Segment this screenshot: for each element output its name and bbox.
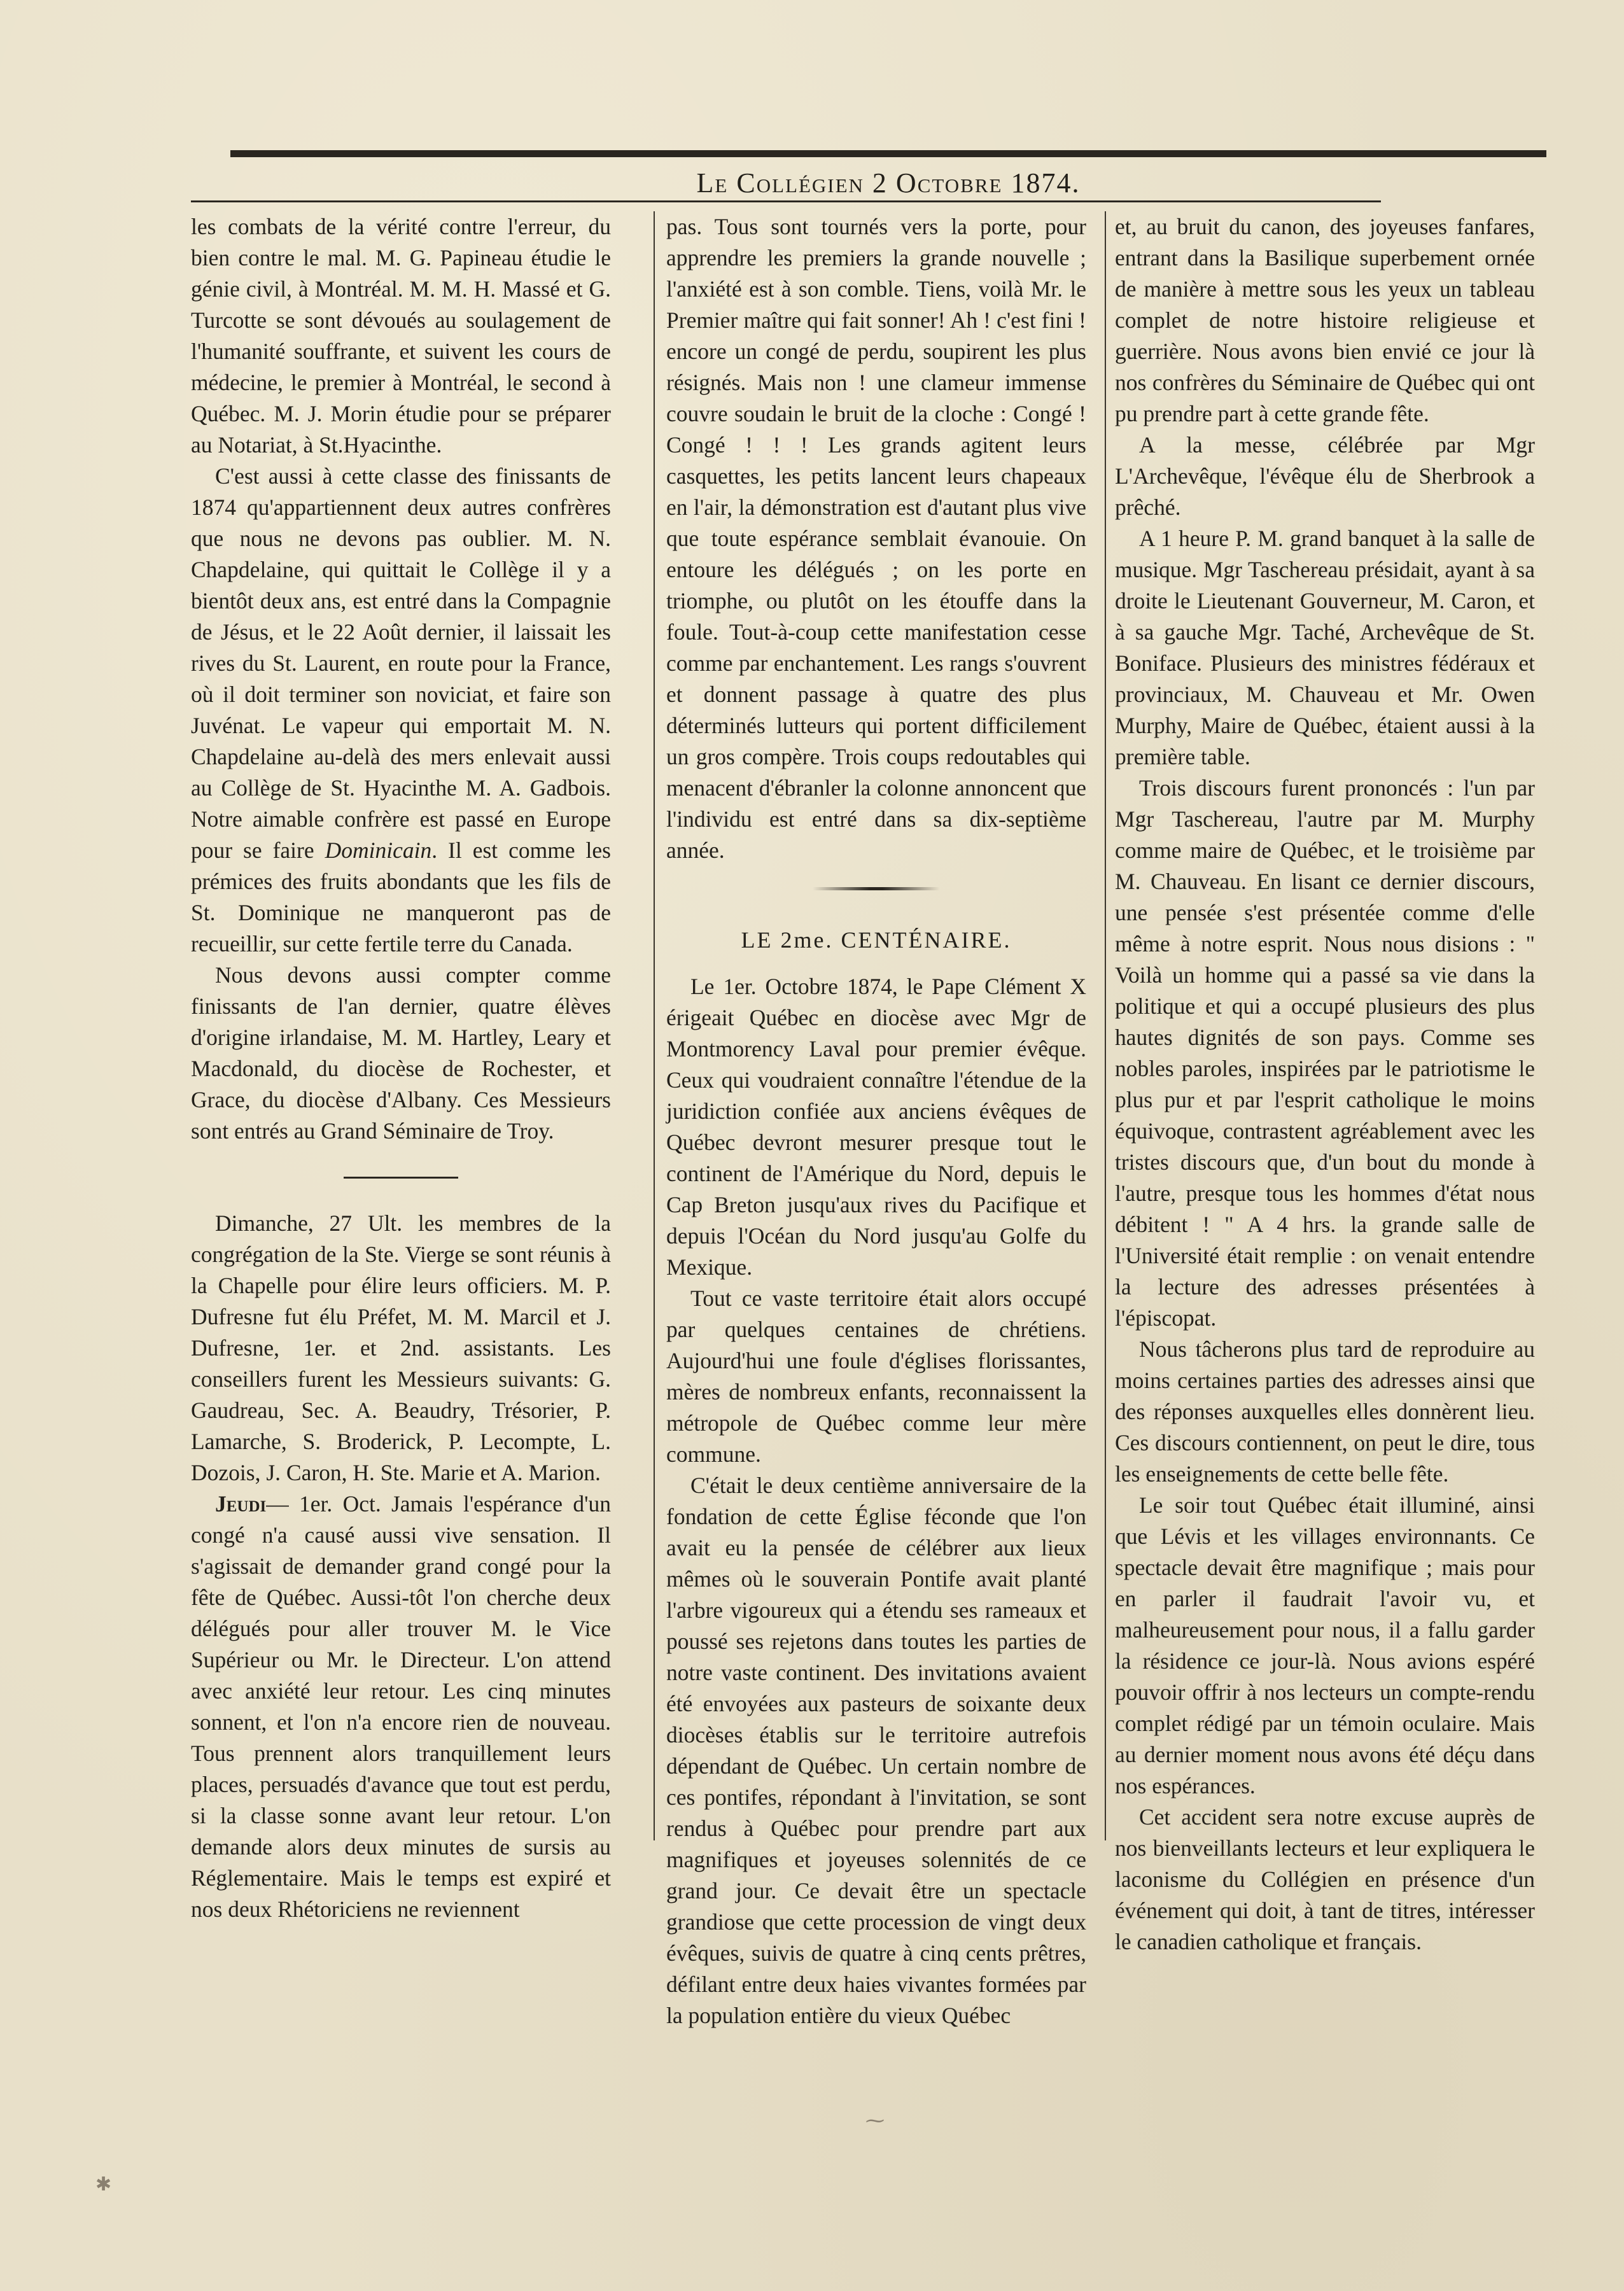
header-thin-rule (191, 200, 1381, 202)
column-divider-2 (1105, 211, 1106, 1840)
paragraph: C'était le deux centième anniversaire de la fondation de cette Église féconde que l'on avait eu la pensée de célébrer aux lieux mêmes où le souverain Pontife avait planté l'arbre vigoureux qui a étendu ses rameaux et poussé ses rejetons dans toutes les parties de notre vaste continent. Des invitations avaient été envoyées aux pasteurs de soixante deux diocèses établis sur le territoire autrefois dépendant de Québec. Un certain nombre de ces pontifes, répondant à l'invitation, se sont rendus à Québec pour prendre part aux magnifiques et joyeuses solennités de ce grand jour. Ce devait être un spectacle grandiose que cette procession de vingt deux évêques, suivis de quatre à cinq cents prêtres, défilant entre deux haies vivantes formées par la population entière du vieux Québec (666, 1473, 1086, 2028)
paragraph: pas. Tous sont tournés vers la porte, pour apprendre les premiers la grande nouvelle ; l'anxiété est à son comble. Tiens, voilà Mr. le Premier maître qui fait sonner! Ah ! c'est fini ! encore un congé de perdu, soupirent les plus résignés. Mais non ! une clameur immense couvre soudain le bruit de la cloche : Congé ! Congé ! ! ! Les grands agitent leurs casquettes, les petits lancent leurs chapeaux en l'air, la démonstration est d'autant plus vive que toute espérance semblait évanouie. On entoure les délégués ; on les porte en triomphe, ou plutôt on les étouffe dans la foule. Tout-à-coup cette manifestation cesse comme par enchantement. Les rangs s'ouvrent et donnent passage à quatre des plus déterminés lutteurs qui portent difficilement un gros compère. Trois coups redoutables qui menacent d'ébranler la colonne annoncent que l'individu est entré dans sa dix-septième année. (666, 214, 1086, 863)
paper-speck: ✱ (95, 2173, 112, 2196)
text-run: . Il est comme les prémices des fruits abondants que les fils de St. Dominique ne manqueront pas de recueillir, sur cette fertile terre du Canada. (191, 837, 611, 956)
column-3 (1115, 211, 1535, 1958)
ornamental-separator (666, 866, 1086, 911)
separator-ornament (813, 887, 940, 890)
paragraph: Cet accident sera notre excuse auprès de nos bienveillants lecteurs et leur expliquera le laconisme du Collégien en présence d'un événement qui doit, à tant de titres, intéresser le canadien catholique et français. (1115, 1804, 1535, 1954)
paragraph: Dimanche, 27 Ult. les membres de la congrégation de la Ste. Vierge se sont réunis à la Chapelle pour élire leurs officiers. M. P. Dufresne fut élu Préfet, M. M. Marcil et J. Dufresne, 1er. et 2nd. assistants. Les conseillers furent les Messieurs suivants: G. Gaudreau, Sec. A. Beaudry, Trésorier, P. Lamarche, S. Broderick, P. Lecompte, L. Dozois, J. Caron, H. Ste. Marie et A. Marion. (191, 1210, 611, 1485)
paragraph: Nous tâcherons plus tard de reproduire au moins certaines parties des adresses ainsi que des réponses auxquelles elles donnèrent lieu. Ces discours contiennent, on peut le dire, tous les enseignements de cette belle fête. (1115, 1336, 1535, 1487)
paragraph: A la messe, célébrée par Mgr L'Archevêque, l'évêque élu de Sherbrook a prêché. (1115, 432, 1535, 520)
paragraph: les combats de la vérité contre l'erreur, du bien contre le mal. M. G. Papineau étudie le génie civil, à Montréal. M. M. H. Massé et G. Turcotte se sont dévoués au soulagement de l'humanité souffrante, et suivent les cours de médecine, le premier à Montréal, le second à Québec. M. J. Morin étudie pour se préparer au Notariat, à St.Hyacinthe. (191, 214, 611, 458)
separator-rule (344, 1177, 458, 1179)
paragraph: Le 1er. Octobre 1874, le Pape Clément X érigeait Québec en diocèse avec Mgr de Montmorency Laval pour premier évêque. Ceux qui voudraient connaître l'étendue de la juridiction confiée aux anciens évêques de Québec devront mesurer presque tout le continent de l'Amérique du Nord, depuis le Cap Breton jusqu'aux rives du Pacifique et depuis l'Océan du Nord jusqu'au Golfe du Mexique. (666, 974, 1086, 1280)
paragraph (191, 1489, 611, 1925)
column-divider-1 (654, 211, 655, 1840)
section-heading: LE 2me. CENTÉNAIRE. (741, 927, 1012, 953)
paper-speck: ⁓ (865, 2110, 885, 2132)
paragraph: Nous devons aussi compter comme finissants de l'an dernier, quatre élèves d'origine irlandaise, M. M. Hartley, Leary et Macdonald, du diocèse de Rochester, et Grace, du diocèse d'Albany. Ces Messieurs sont entrés au Grand Séminaire de Troy. (191, 962, 611, 1144)
paragraph: Le soir tout Québec était illuminé, ainsi que Lévis et les villages environnants. Ce spectacle devait être magnifique ; mais pour en parler il faudrait l'avoir vu, et malheureusement pour nous, il a fallu garder la résidence ce jour-là. Nous avions espéré pouvoir offrir à nos lecteurs un compte-rendu complet rédigé par un témoin oculaire. Mais au dernier moment nous avons été déçu dans nos espérances. (1115, 1492, 1535, 1798)
column-1 (191, 211, 611, 1925)
text-run: C'est aussi à cette classe des finissants de 1874 qu'appartiennent deux autres confrères que nous ne devons pas oublier. M. N. Chapdelaine, qui quittait le Collège il y a bientôt deux ans, est entré dans la Compagnie de Jésus, et le 22 Août dernier, il laissait les rives du St. Laurent, en route pour la France, où il doit terminer son noviciat, et faire son Juvénat. Le vapeur qui emportait M. N. Chapdelaine au-delà des mers enlevait aussi au Collège de St. Hyacinthe M. A. Gadbois. Notre aimable confrère est passé en Europe pour se faire (191, 463, 611, 863)
paragraph: Trois discours furent prononcés : l'un par Mgr Taschereau, l'autre par M. Murphy comme maire de Québec, et le troisième par M. Chauveau. En lisant ce dernier discours, une pensée s'est présentée comme d'elle même à notre esprit. Nous nous disions : " Voilà un homme qui a passé sa vie dans la politique et qui a occupé plusieurs des plus hautes dignités de son pays. Comme ses nobles paroles, inspirées par le patriotisme le plus pur et par l'esprit catholique le moins équivoque, contrastent agréablement avec les tristes discours que, d'un bout du monde à l'autre, presque tous les hommes d'état nous débitent ! " A 4 hrs. la grande salle de l'Université était remplie : on venait entendre la lecture des adresses présentées à l'épiscopat. (1115, 775, 1535, 1331)
column-2 (666, 211, 1086, 2031)
header-thick-rule (230, 150, 1546, 157)
paragraph: et, au bruit du canon, des joyeuses fanfares, entrant dans la Basilique superbement ornée de manière à mettre sous les yeux un tableau complet de notre histoire religieuse et guerrière. Nous avons bien envié ce jour là nos confrères du Séminaire de Québec qui ont pu prendre part à cette grande fête. (1115, 214, 1535, 426)
section-separator (191, 1147, 611, 1208)
lead-word: Jeudi (215, 1491, 267, 1517)
paragraph: A 1 heure P. M. grand banquet à la salle de musique. Mgr Taschereau présidait, ayant à sa droite le Lieutenant Gouverneur, M. Caron, et à sa gauche Mgr. Taché, Archevêque de St. Boniface. Plusieurs des ministres fédéraux et provinciaux, M. Chauveau et Mr. Owen Murphy, Maire de Québec, étaient aussi à la première table. (1115, 526, 1535, 769)
paragraph (191, 461, 611, 960)
paragraph: Tout ce vaste territoire était alors occupé par quelques centaines de chrétiens. Aujourd'hui une foule d'églises florissantes, mères de nombreux enfants, reconnaissent la métropole de Québec comme leur mère commune. (666, 1286, 1086, 1467)
italic-word: Dominicain (325, 837, 432, 863)
running-head: Le Collégien 2 Octobre 1874. (696, 167, 1081, 199)
text-run: — 1er. Oct. Jamais l'espérance d'un congé n'a causé aussi vive sensation. Il s'agissait de demander grand congé pour la fête de Québec. Aussi-tôt l'on cherche deux délégués pour aller trouver M. le Vice Supérieur ou Mr. le Directeur. L'on attend avec anxiété leur retour. Les cinq minutes sonnent, et l'on n'a encore rien de nouveau. Tous prennent alors tranquillement leurs places, persuadés d'avance que tout est perdu, si la classe sonne avant leur retour. L'on demande alors deux minutes de sursis au Réglementaire. Mais le temps est expiré et nos deux Rhétoriciens ne reviennent (191, 1491, 611, 1922)
